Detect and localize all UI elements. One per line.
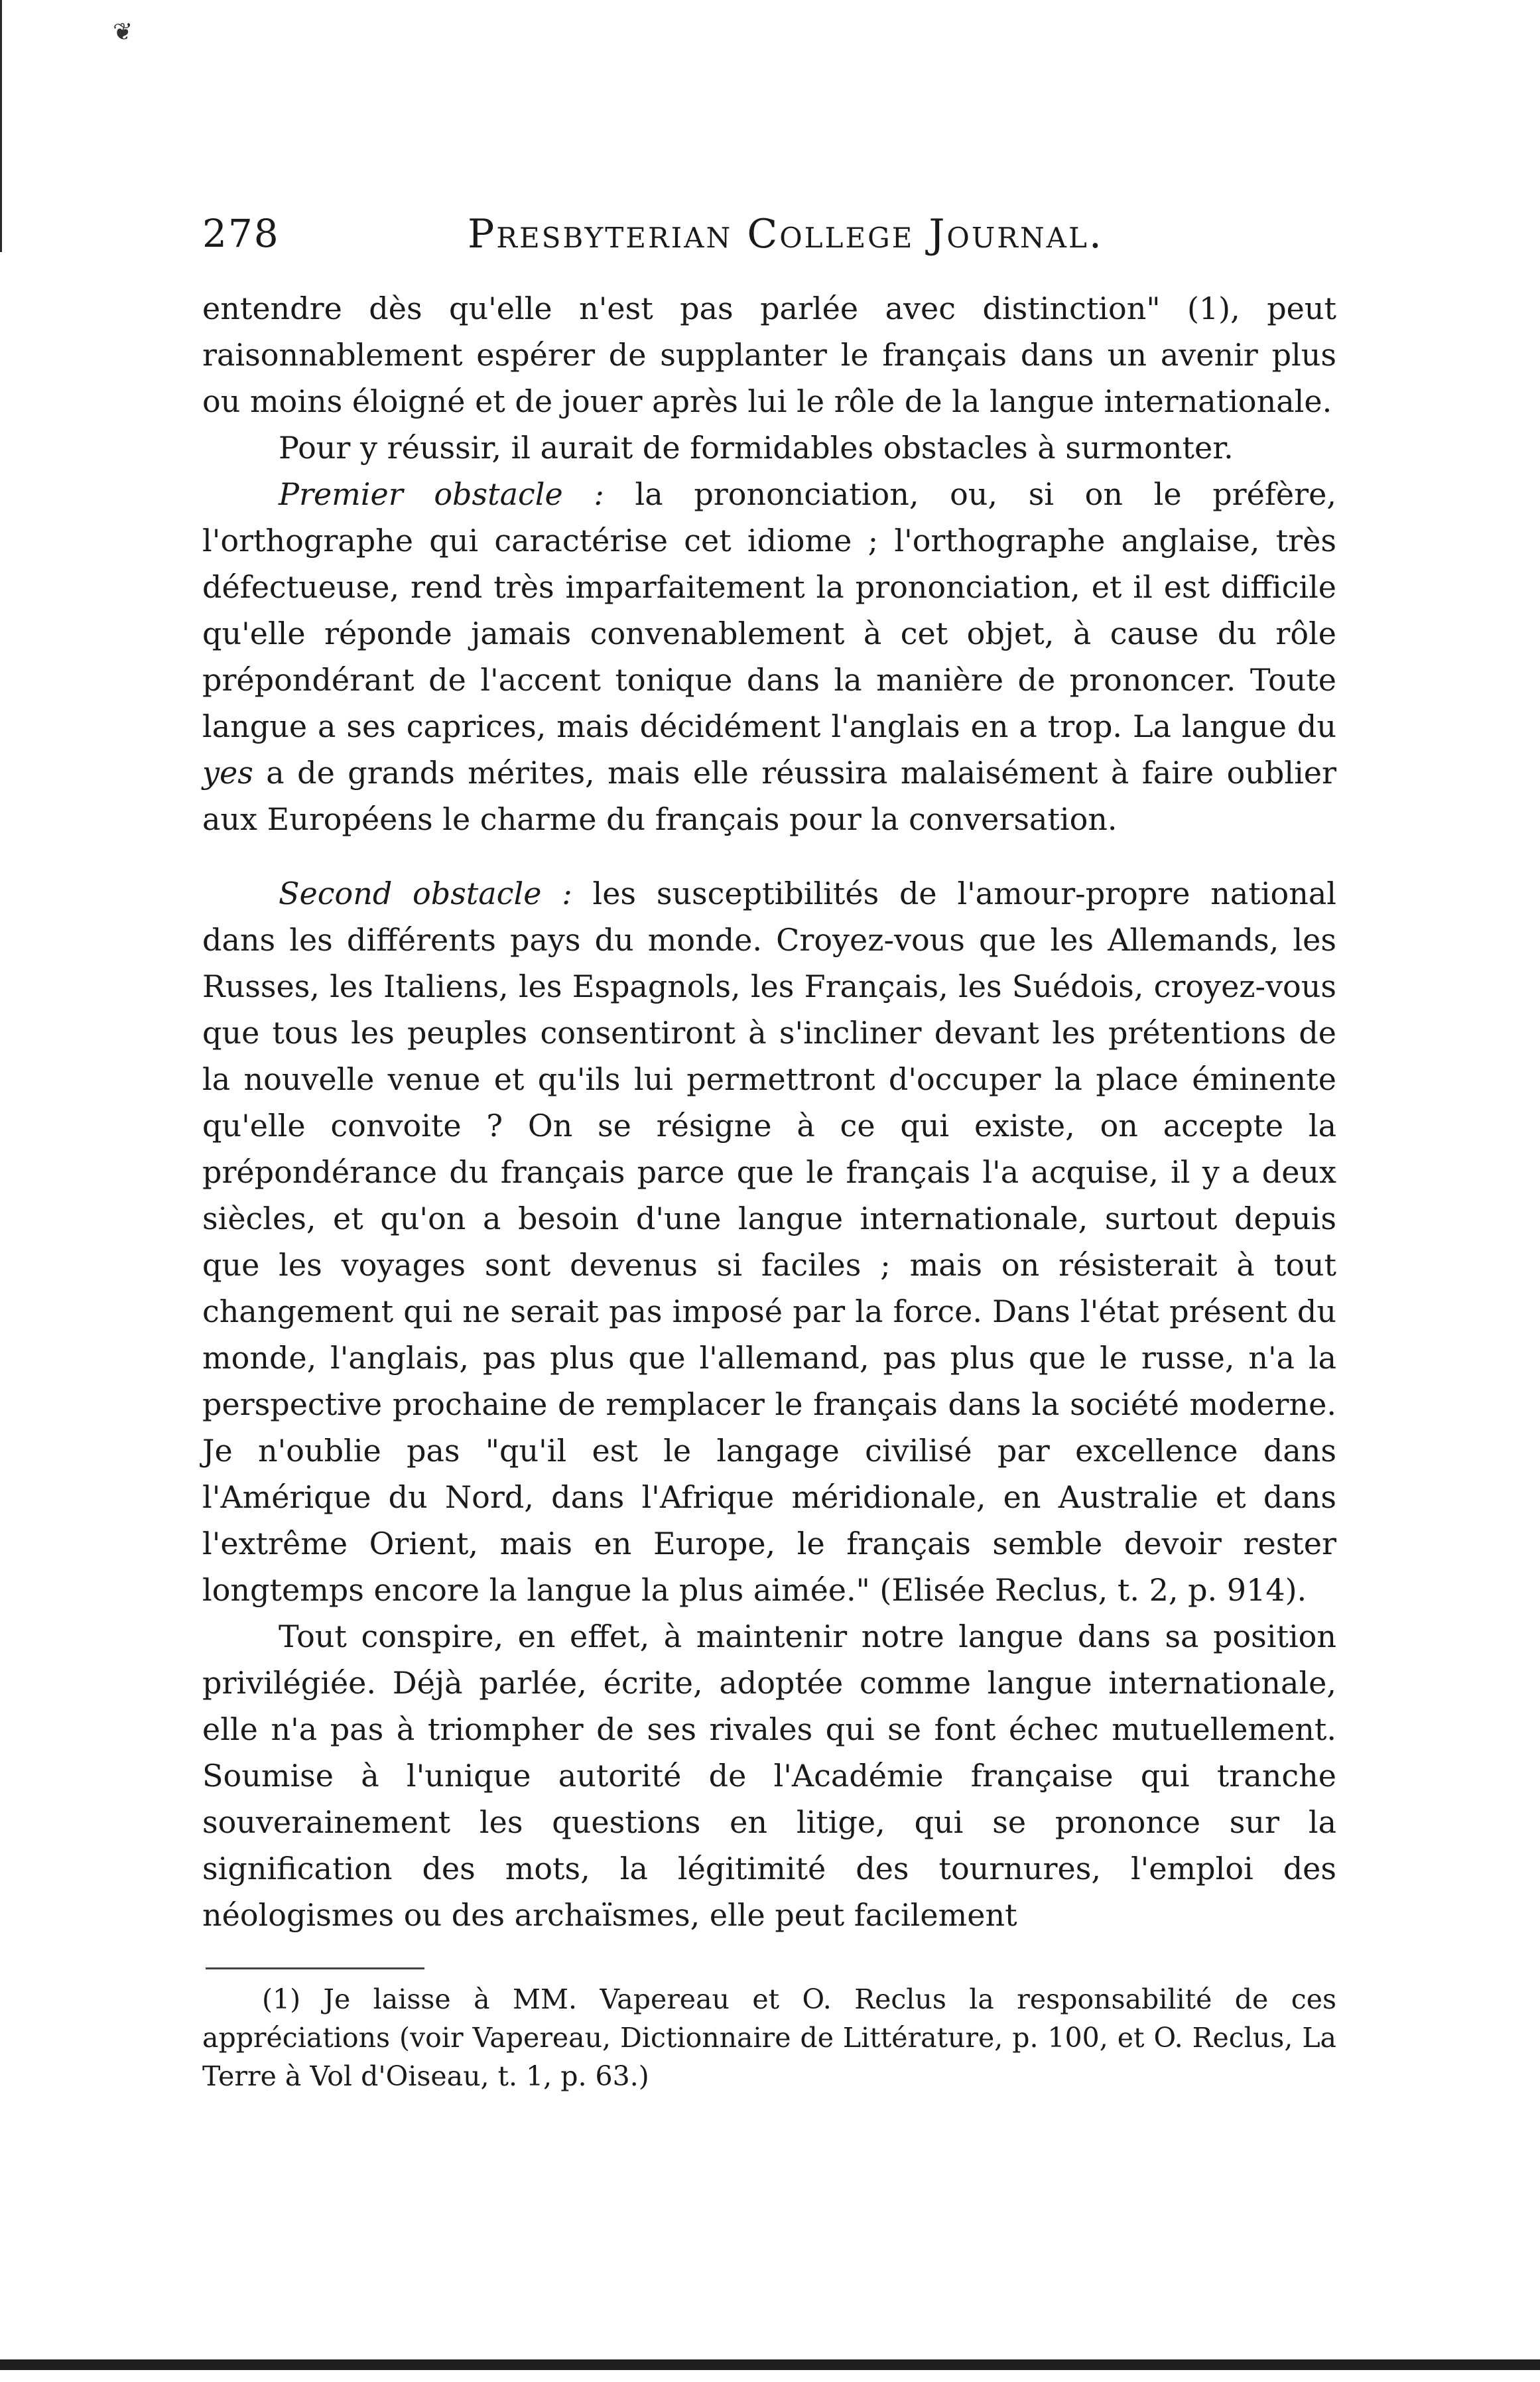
second-obstacle-label: Second obstacle : [279,876,572,911]
footnote-1: (1) Je laisse à MM. Vapereau et O. Reclus la responsabilité de ces appréciations (voir Vapereau, Dictionnaire de Littérature, p. 100, et O. Reclus, La Terre à Vol d'Oiseau, t. 1, p. 63.) [202,1983,1336,2092]
paragraph-second-obstacle [202,870,1336,1613]
footnotes [202,1980,1336,2095]
bottom-scan-border [0,2359,1540,2370]
page-edge-line [0,0,2,252]
yes-word: yes [202,755,253,791]
footnote-rule [206,1967,424,1969]
first-obstacle-text-end: a de grands mérites, mais elle réussira malaisément à faire oublier aux Européens le charme du français pour la conversation. [202,755,1336,837]
paragraph-first-obstacle [202,471,1336,842]
page-header [202,211,1336,271]
first-obstacle-label: Premier obstacle : [279,476,604,512]
second-obstacle-text: les susceptibilités de l'amour-propre national dans les différents pays du monde. Croyez-vous que les Allemands, les Russes, les Italiens, les Espagnols, les Français, les Suédois, croyez-vous que tous les peuples consentiront à s'incliner devant les prétentions de la nouvelle venue et qu'ils lui permettront d'occuper la place éminente qu'elle convoite ? On se résigne à ce qui existe, on accepte la prépondérance du français parce que le français l'a acquise, il y a deux siècles, et qu'on a besoin d'une langue internationale, surtout depuis que les voyages sont devenus si faciles ; mais on résisterait à tout changement qui ne serait pas imposé par la force. Dans l'état présent du monde, l'anglais, pas plus que l'allemand, pas plus que le russe, n'a la perspective prochaine de remplacer le français dans la société moderne. Je n'oublie pas "qu'il est le langage civilisé par excellence dans l'Amérique du Nord, dans l'Afrique méridionale, en Australie et dans l'extrême Orient, mais en Europe, le français semble devoir rester longtemps encore la langue la plus aimée." (Elisée Reclus, t. 2, p. 914). [202,876,1336,1608]
first-obstacle-text: la prononciation, ou, si on le préfère, l'orthographe qui caractérise cet idiome ; l'orthographe anglaise, très défectueuse, rend très imparfaitement la prononciation, et il est difficile qu'elle réponde jamais convenablement à cet objet, à cause du rôle prépondérant de l'accent tonique dans la manière de prononcer. Toute langue a ses caprices, mais décidément l'anglais en a trop. La langue du [202,476,1336,744]
paragraph-conclusion: Tout conspire, en effet, à maintenir notre langue dans sa position privilégiée. Déjà parlée, écrite, adoptée comme langue internationale, elle n'a pas à triompher de ses rivales qui se font échec mutuellement. Soumise à l'unique autorité de l'Académie française qui tranche souverainement les questions en litige, qui se prononce sur la signification des mots, la légitimité des tournures, l'emploi des néologismes ou des archaïsmes, elle peut facilement [202,1619,1336,1933]
running-title: Presbyterian College Journal. [468,211,1104,257]
page-number: 278 [202,211,280,256]
ornament-mark-icon: ❦ [113,19,133,46]
paragraph-obstacles-intro: Pour y réussir, il aurait de formidables obstacles à surmonter. [279,430,1234,466]
paragraph-continuation: entendre dès qu'elle n'est pas parlée avec distinction" (1), peut raisonnablement espérer de supplanter le français dans un avenir plus ou moins éloigné et de jouer après lui le rôle de la langue internationale. [202,291,1336,419]
body-text [202,285,1336,1938]
